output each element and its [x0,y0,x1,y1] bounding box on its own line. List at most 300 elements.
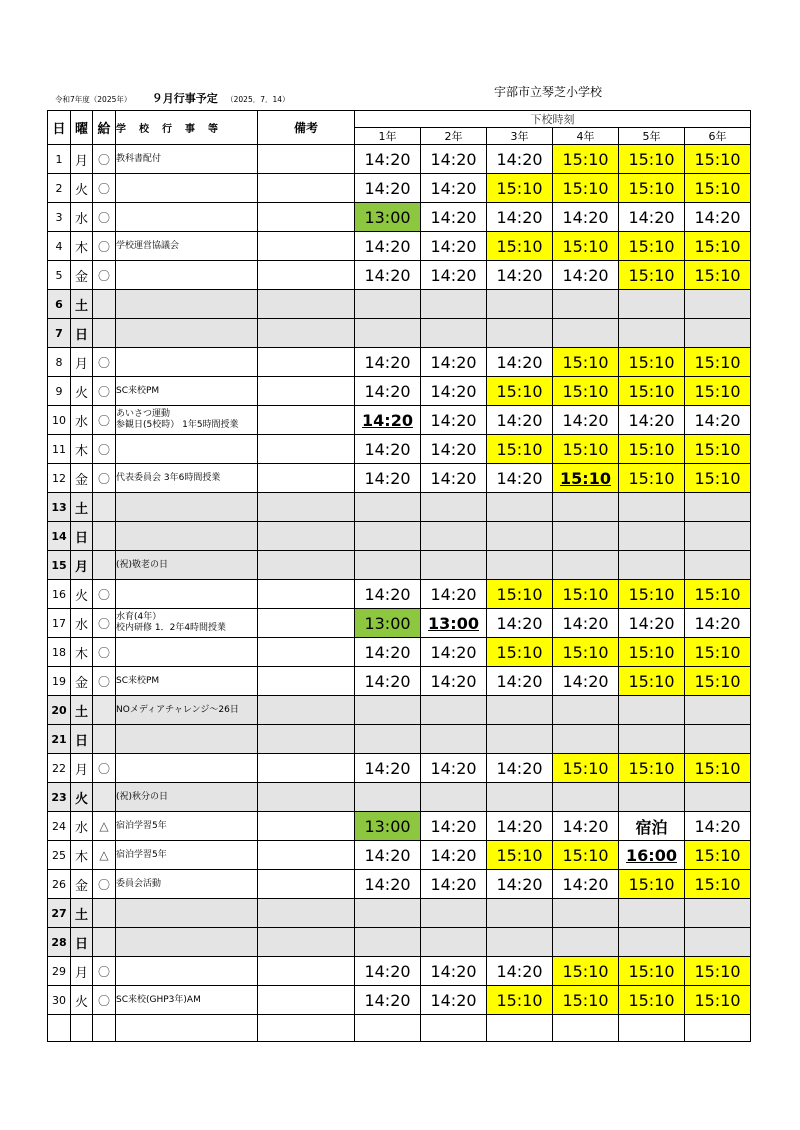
dismissal-time-cell [355,725,421,754]
dismissal-time-cell: 14:20 [421,232,487,261]
remarks-cell [258,783,355,812]
day-cell: 9 [48,377,71,406]
dismissal-time-cell: 14:20 [619,609,685,638]
lunch-cell [93,551,116,580]
header-grade: 4年 [553,128,619,145]
dismissal-time-cell: 14:20 [421,870,487,899]
table-row [48,609,751,638]
dismissal-time-cell: 15:10 [619,377,685,406]
table-row [48,145,751,174]
dismissal-time-cell [685,522,751,551]
dismissal-time-cell: 14:20 [685,609,751,638]
header-weekday: 曜 [71,111,93,145]
dismissal-time-cell: 14:20 [421,261,487,290]
weekday-cell: 土 [71,493,93,522]
dismissal-time-cell: 15:10 [553,754,619,783]
dismissal-time-cell: 14:20 [553,406,619,435]
weekday-cell: 火 [71,377,93,406]
dismissal-time-cell: 14:20 [421,638,487,667]
lunch-cell: 〇 [93,232,116,261]
dismissal-time-cell: 15:10 [619,435,685,464]
dismissal-time-cell: 15:10 [619,232,685,261]
lunch-cell: △ [93,841,116,870]
lunch-cell: 〇 [93,638,116,667]
remarks-cell [258,261,355,290]
event-cell [116,522,258,551]
dismissal-time-cell: 15:10 [487,435,553,464]
dismissal-time-cell: 14:20 [421,377,487,406]
dismissal-time-cell [421,319,487,348]
dismissal-time-cell: 14:20 [355,667,421,696]
dismissal-time-cell [619,493,685,522]
dismissal-time-cell: 14:20 [619,203,685,232]
dismissal-time-cell [553,696,619,725]
weekday-cell: 金 [71,261,93,290]
event-line: 学校運営協議会 [116,240,180,251]
header-day: 日 [48,111,71,145]
dismissal-time-cell: 14:20 [487,145,553,174]
dismissal-time-cell: 15:10 [619,145,685,174]
empty-cell [487,1015,553,1042]
dismissal-time-cell: 14:20 [553,667,619,696]
lunch-cell [93,319,116,348]
day-cell: 7 [48,319,71,348]
remarks-cell [258,406,355,435]
dismissal-time-cell: 15:10 [619,261,685,290]
empty-cell [685,1015,751,1042]
dismissal-time-cell: 14:20 [421,145,487,174]
day-cell: 20 [48,696,71,725]
table-row [48,290,751,319]
dismissal-time-cell: 14:20 [421,348,487,377]
dismissal-time-cell: 14:20 [421,667,487,696]
day-cell: 28 [48,928,71,957]
header-grade: 1年 [355,128,421,145]
dismissal-time-cell: 16:00 [619,841,685,870]
empty-cell [553,1015,619,1042]
header-events: 学校行事等 [116,111,258,145]
event-cell [116,986,258,1015]
dismissal-time-cell: 15:10 [619,957,685,986]
event-line: 水育(4年） [116,612,162,622]
event-cell [116,551,258,580]
dismissal-time-cell: 15:10 [685,464,751,493]
dismissal-time-cell [685,551,751,580]
dismissal-time-cell [685,319,751,348]
dismissal-time-cell [619,899,685,928]
dismissal-time-cell [421,493,487,522]
remarks-cell [258,870,355,899]
remarks-cell [258,986,355,1015]
empty-cell [619,1015,685,1042]
event-cell [116,667,258,696]
weekday-cell: 火 [71,783,93,812]
header-dismissal: 下校時刻 [355,111,751,128]
dismissal-time-cell: 14:20 [553,609,619,638]
empty-cell [421,1015,487,1042]
dismissal-time-cell: 15:10 [685,174,751,203]
dismissal-time-cell: 15:10 [619,870,685,899]
lunch-cell: 〇 [93,145,116,174]
lunch-cell: 〇 [93,261,116,290]
day-cell: 23 [48,783,71,812]
dismissal-time-cell [553,493,619,522]
dismissal-time-cell: 15:10 [619,464,685,493]
event-cell [116,406,258,435]
event-line: (祝)敬老の日 [116,559,169,570]
dismissal-time-cell: 14:20 [487,464,553,493]
day-cell: 29 [48,957,71,986]
event-cell [116,435,258,464]
dismissal-time-cell: 14:20 [421,812,487,841]
table-row [48,174,751,203]
event-cell [116,928,258,957]
event-line: 代表委員会 3年6時間授業 [116,472,221,483]
dismissal-time-cell: 14:20 [355,841,421,870]
dismissal-time-cell [355,522,421,551]
table-row [48,841,751,870]
dismissal-time-cell: 14:20 [355,986,421,1015]
weekday-cell: 月 [71,754,93,783]
dismissal-time-cell [421,783,487,812]
remarks-cell [258,464,355,493]
dismissal-time-cell [619,696,685,725]
weekday-cell: 土 [71,290,93,319]
weekday-cell: 金 [71,667,93,696]
day-cell: 3 [48,203,71,232]
lunch-cell [93,522,116,551]
dismissal-time-cell [487,725,553,754]
school-name: 宇部市立琴芝小学校 [494,85,603,99]
dismissal-time-cell [421,290,487,319]
weekday-cell: 木 [71,638,93,667]
dismissal-time-cell: 14:20 [487,812,553,841]
dismissal-time-cell: 14:20 [355,174,421,203]
event-cell [116,493,258,522]
dismissal-time-cell [619,928,685,957]
dismissal-time-cell: 14:20 [421,580,487,609]
dismissal-time-cell: 15:10 [487,638,553,667]
dismissal-time-cell: 14:20 [355,406,421,435]
lunch-cell: 〇 [93,667,116,696]
dismissal-time-cell: 14:20 [487,957,553,986]
lunch-cell: 〇 [93,203,116,232]
dismissal-time-cell: 14:20 [487,754,553,783]
header-lunch: 給 [93,111,116,145]
dismissal-time-cell: 14:20 [421,464,487,493]
weekday-cell: 火 [71,986,93,1015]
dismissal-time-cell [355,899,421,928]
dismissal-time-cell: 14:20 [355,435,421,464]
day-cell: 14 [48,522,71,551]
dismissal-time-cell [685,783,751,812]
table-row [48,435,751,464]
remarks-cell [258,928,355,957]
dismissal-time-cell: 14:20 [421,986,487,1015]
lunch-cell: 〇 [93,580,116,609]
lunch-cell [93,899,116,928]
document-title: ９月行事予定 [151,92,218,105]
remarks-cell [258,203,355,232]
dismissal-time-cell [553,899,619,928]
dismissal-time-cell: 15:10 [553,435,619,464]
dismissal-time-cell: 15:10 [553,174,619,203]
dismissal-time-cell: 15:10 [619,638,685,667]
weekday-cell: 金 [71,870,93,899]
remarks-cell [258,522,355,551]
dismissal-time-cell [619,725,685,754]
dismissal-time-cell: 14:20 [685,812,751,841]
lunch-cell: 〇 [93,986,116,1015]
dismissal-time-cell: 14:20 [553,812,619,841]
day-cell: 10 [48,406,71,435]
table-row [48,551,751,580]
table-row [48,783,751,812]
event-line: 宿泊学習5年 [116,849,167,860]
weekday-cell: 日 [71,928,93,957]
empty-cell [48,1015,71,1042]
dismissal-time-cell: 15:10 [685,870,751,899]
dismissal-time-cell: 15:10 [553,377,619,406]
table-row-empty [48,1015,751,1042]
weekday-cell: 月 [71,551,93,580]
dismissal-time-cell: 15:10 [487,580,553,609]
dismissal-time-cell: 15:10 [553,232,619,261]
remarks-cell [258,754,355,783]
dismissal-time-cell [421,899,487,928]
event-line: SC来校(GHP3年)AM [116,994,201,1005]
dismissal-time-cell: 14:20 [487,348,553,377]
day-cell: 17 [48,609,71,638]
day-cell: 24 [48,812,71,841]
dismissal-time-cell [619,783,685,812]
table-row [48,696,751,725]
lunch-cell: 〇 [93,348,116,377]
dismissal-time-cell: 14:20 [355,580,421,609]
remarks-cell [258,638,355,667]
dismissal-time-cell [487,493,553,522]
day-cell: 2 [48,174,71,203]
event-cell [116,377,258,406]
dismissal-time-cell: 15:10 [553,464,619,493]
dismissal-time-cell: 15:10 [619,754,685,783]
day-cell: 1 [48,145,71,174]
lunch-cell [93,783,116,812]
dismissal-time-cell: 14:20 [553,261,619,290]
lunch-cell: 〇 [93,957,116,986]
day-cell: 5 [48,261,71,290]
weekday-cell: 土 [71,899,93,928]
dismissal-time-cell: 15:10 [685,986,751,1015]
remarks-cell [258,580,355,609]
table-row [48,580,751,609]
dismissal-time-cell: 14:20 [487,261,553,290]
dismissal-time-cell [487,783,553,812]
weekday-cell: 水 [71,203,93,232]
day-cell: 21 [48,725,71,754]
dismissal-time-cell: 14:20 [421,841,487,870]
dismissal-time-cell: 15:10 [553,957,619,986]
remarks-cell [258,667,355,696]
dismissal-time-cell: 15:10 [685,667,751,696]
dismissal-time-cell: 15:10 [685,435,751,464]
dismissal-time-cell: 14:20 [355,145,421,174]
dismissal-time-cell: 15:10 [487,232,553,261]
remarks-cell [258,725,355,754]
remarks-cell [258,174,355,203]
day-cell: 18 [48,638,71,667]
event-line: あいさつ運動 [116,409,171,419]
dismissal-time-cell: 13:00 [421,609,487,638]
dismissal-time-cell: 宿泊 [619,812,685,841]
event-cell [116,638,258,667]
empty-cell [93,1015,116,1042]
remarks-cell [258,957,355,986]
dismissal-time-cell: 14:20 [421,435,487,464]
event-cell [116,609,258,638]
table-row [48,348,751,377]
dismissal-time-cell [685,928,751,957]
dismissal-time-cell: 15:10 [685,261,751,290]
dismissal-time-cell: 15:10 [685,232,751,261]
dismissal-time-cell [487,899,553,928]
remarks-cell [258,551,355,580]
lunch-cell: 〇 [93,609,116,638]
remarks-cell [258,290,355,319]
dismissal-time-cell: 14:20 [487,870,553,899]
event-cell [116,203,258,232]
dismissal-time-cell: 14:20 [355,754,421,783]
dismissal-time-cell: 14:20 [553,870,619,899]
dismissal-time-cell: 15:10 [619,986,685,1015]
day-cell: 27 [48,899,71,928]
dismissal-time-cell [421,522,487,551]
remarks-cell [258,319,355,348]
dismissal-time-cell: 14:20 [355,232,421,261]
event-cell [116,696,258,725]
dismissal-time-cell [487,928,553,957]
dismissal-time-cell [553,928,619,957]
day-cell: 4 [48,232,71,261]
event-cell [116,725,258,754]
dismissal-time-cell: 14:20 [487,406,553,435]
table-row [48,928,751,957]
lunch-cell: 〇 [93,435,116,464]
fiscal-year: 令和7年度（2025年） [55,95,132,104]
table-row [48,667,751,696]
dismissal-time-cell [487,551,553,580]
day-cell: 19 [48,667,71,696]
dismissal-time-cell [685,725,751,754]
dismissal-time-cell [487,522,553,551]
dismissal-time-cell: 14:20 [487,667,553,696]
lunch-cell: 〇 [93,754,116,783]
dismissal-time-cell: 13:00 [355,812,421,841]
table-row [48,899,751,928]
dismissal-time-cell [685,290,751,319]
dismissal-time-cell [355,551,421,580]
dismissal-time-cell: 15:10 [619,174,685,203]
event-line: 教科書配付 [116,153,162,164]
dismissal-time-cell: 15:10 [685,377,751,406]
table-row [48,638,751,667]
day-cell: 16 [48,580,71,609]
day-cell: 15 [48,551,71,580]
dismissal-time-cell: 15:10 [685,957,751,986]
dismissal-time-cell [421,725,487,754]
remarks-cell [258,609,355,638]
dismissal-time-cell: 15:10 [685,754,751,783]
table-row [48,232,751,261]
dismissal-time-cell [553,319,619,348]
table-row [48,406,751,435]
day-cell: 11 [48,435,71,464]
dismissal-time-cell [619,319,685,348]
table-row [48,812,751,841]
dismissal-time-cell: 15:10 [487,841,553,870]
event-cell [116,290,258,319]
header-remarks: 備考 [258,111,355,145]
weekday-cell: 日 [71,522,93,551]
dismissal-time-cell [553,725,619,754]
event-cell [116,464,258,493]
day-cell: 13 [48,493,71,522]
remarks-cell [258,145,355,174]
weekday-cell: 月 [71,348,93,377]
dismissal-time-cell: 14:20 [355,464,421,493]
lunch-cell: 〇 [93,174,116,203]
event-cell [116,783,258,812]
dismissal-time-cell: 14:20 [487,203,553,232]
dismissal-time-cell: 15:10 [685,145,751,174]
table-row [48,203,751,232]
dismissal-time-cell [355,783,421,812]
event-cell [116,580,258,609]
dismissal-time-cell [355,319,421,348]
event-cell [116,899,258,928]
event-cell [116,145,258,174]
weekday-cell: 水 [71,406,93,435]
weekday-cell: 水 [71,609,93,638]
weekday-cell: 木 [71,841,93,870]
table-row [48,522,751,551]
dismissal-time-cell [619,551,685,580]
weekday-cell: 火 [71,580,93,609]
table-row [48,377,751,406]
dismissal-time-cell [685,696,751,725]
dismissal-time-cell [619,522,685,551]
day-cell: 12 [48,464,71,493]
table-row [48,870,751,899]
dismissal-time-cell [421,928,487,957]
dismissal-time-cell: 14:20 [355,870,421,899]
remarks-cell [258,377,355,406]
dismissal-time-cell: 14:20 [355,377,421,406]
document-header [55,90,290,106]
weekday-cell: 火 [71,174,93,203]
lunch-cell [93,290,116,319]
header-grade: 5年 [619,128,685,145]
weekday-cell: 日 [71,725,93,754]
dismissal-time-cell: 15:10 [487,174,553,203]
event-cell [116,319,258,348]
dismissal-time-cell [553,290,619,319]
dismissal-time-cell: 14:20 [685,406,751,435]
event-line: NOメディアチャレンジ～26日 [116,704,239,715]
dismissal-time-cell: 14:20 [355,261,421,290]
dismissal-time-cell: 14:20 [487,609,553,638]
dismissal-time-cell [553,551,619,580]
